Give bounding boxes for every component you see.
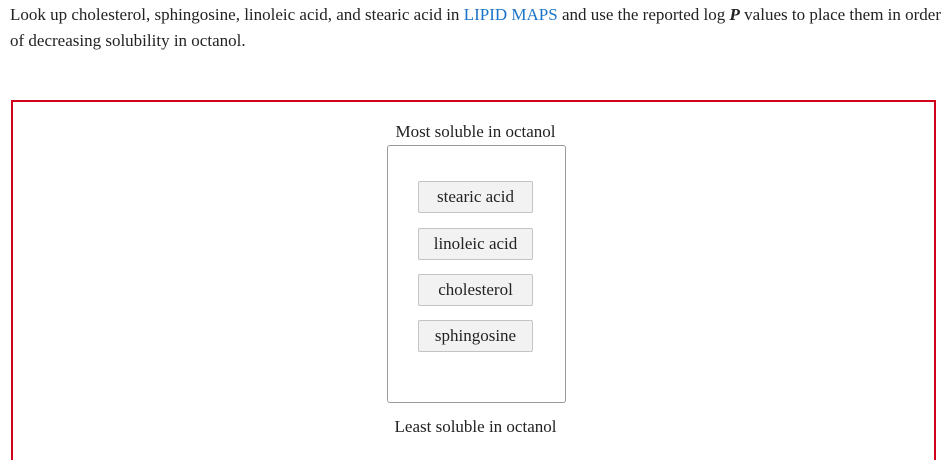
question-text-part: and use the reported log — [557, 5, 730, 24]
rank-item-cholesterol[interactable]: cholesterol — [418, 274, 533, 306]
variable-p: P — [729, 5, 740, 24]
rank-item-stearic-acid[interactable]: stearic acid — [418, 181, 533, 213]
rank-item-linoleic-acid[interactable]: linoleic acid — [418, 228, 533, 260]
answer-area — [11, 100, 936, 460]
most-soluble-label: Most soluble in octanol — [395, 122, 556, 141]
ranking-list[interactable] — [387, 145, 566, 403]
question-text — [10, 2, 945, 54]
rank-item-sphingosine[interactable]: sphingosine — [418, 320, 533, 352]
question-text-part: Look up cholesterol, sphingosine, linoleic acid, and stearic acid in — [10, 5, 464, 24]
least-soluble-label: Least soluble in octanol — [394, 417, 557, 436]
question-text-part: values to place them in order of decreasing solubility in octanol. — [10, 5, 942, 50]
lipid-maps-link[interactable]: LIPID MAPS — [463, 5, 558, 24]
